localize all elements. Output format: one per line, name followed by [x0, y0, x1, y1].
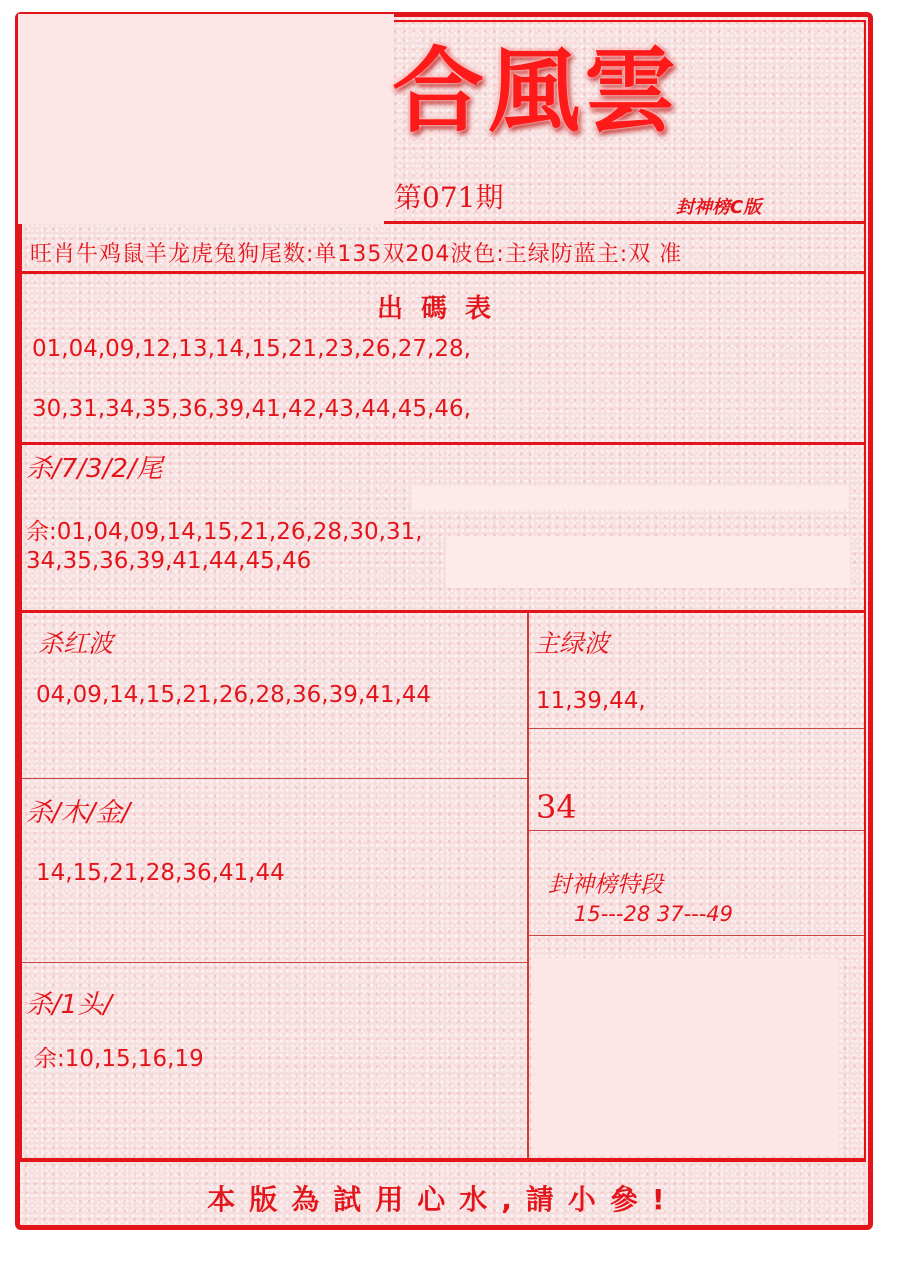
- kill-red-wave-label: 杀红波: [38, 629, 114, 658]
- kill-tail-label: 杀/7/3/2/尾: [26, 454, 163, 484]
- chart-table-row-1: 01,04,09,12,13,14,15,21,23,26,27,28,: [32, 336, 471, 362]
- main-green-wave-label: 主绿波: [534, 629, 610, 658]
- chart-table-title: 出碼表: [376, 294, 509, 324]
- special-segment-values: 15---28 37---49: [574, 902, 734, 926]
- redacted-block: [532, 958, 838, 1156]
- divider: [20, 610, 866, 613]
- kill-tail-line-1: 余:01,04,09,14,15,21,26,28,30,31,: [26, 519, 423, 545]
- kill-head-label: 杀/1头/: [26, 990, 113, 1020]
- info-line: 旺肖牛鸡鼠羊龙虎兔狗尾数:单135双204波色:主绿防蓝主:双 准: [30, 242, 683, 267]
- chart-table-row-2: 30,31,34,35,36,39,41,42,43,44,45,46,: [32, 396, 471, 422]
- single-number: 34: [536, 788, 577, 826]
- masthead-logo: 合風雲: [392, 37, 681, 145]
- divider: [20, 271, 866, 274]
- special-segment-label: 封神榜特段: [548, 872, 663, 898]
- kill-red-wave-values: 04,09,14,15,21,26,28,36,39,41,44: [36, 682, 432, 708]
- redacted-block: [412, 486, 848, 510]
- divider: [384, 221, 866, 224]
- kill-element-label: 杀/木/金/: [26, 798, 131, 828]
- issue-number: 第071期: [394, 181, 504, 214]
- divider: [20, 442, 866, 445]
- cell-divider: [529, 935, 864, 936]
- column-divider: [527, 613, 529, 1160]
- cell-divider: [22, 778, 527, 779]
- kill-element-values: 14,15,21,28,36,41,44: [36, 860, 285, 886]
- cell-divider: [529, 830, 864, 831]
- main-green-wave-values: 11,39,44,: [536, 688, 646, 714]
- redacted-block: [446, 536, 850, 588]
- kill-head-values: 余:10,15,16,19: [34, 1046, 204, 1072]
- edition-label: 封神榜C版: [676, 197, 762, 218]
- footer-note: 本版為試用心水,請小參!: [207, 1183, 679, 1216]
- cell-divider: [22, 962, 527, 963]
- kill-tail-line-2: 34,35,36,39,41,44,45,46: [26, 548, 312, 574]
- cell-divider: [529, 728, 864, 729]
- divider: [20, 1158, 866, 1161]
- redacted-header-block: [18, 14, 394, 224]
